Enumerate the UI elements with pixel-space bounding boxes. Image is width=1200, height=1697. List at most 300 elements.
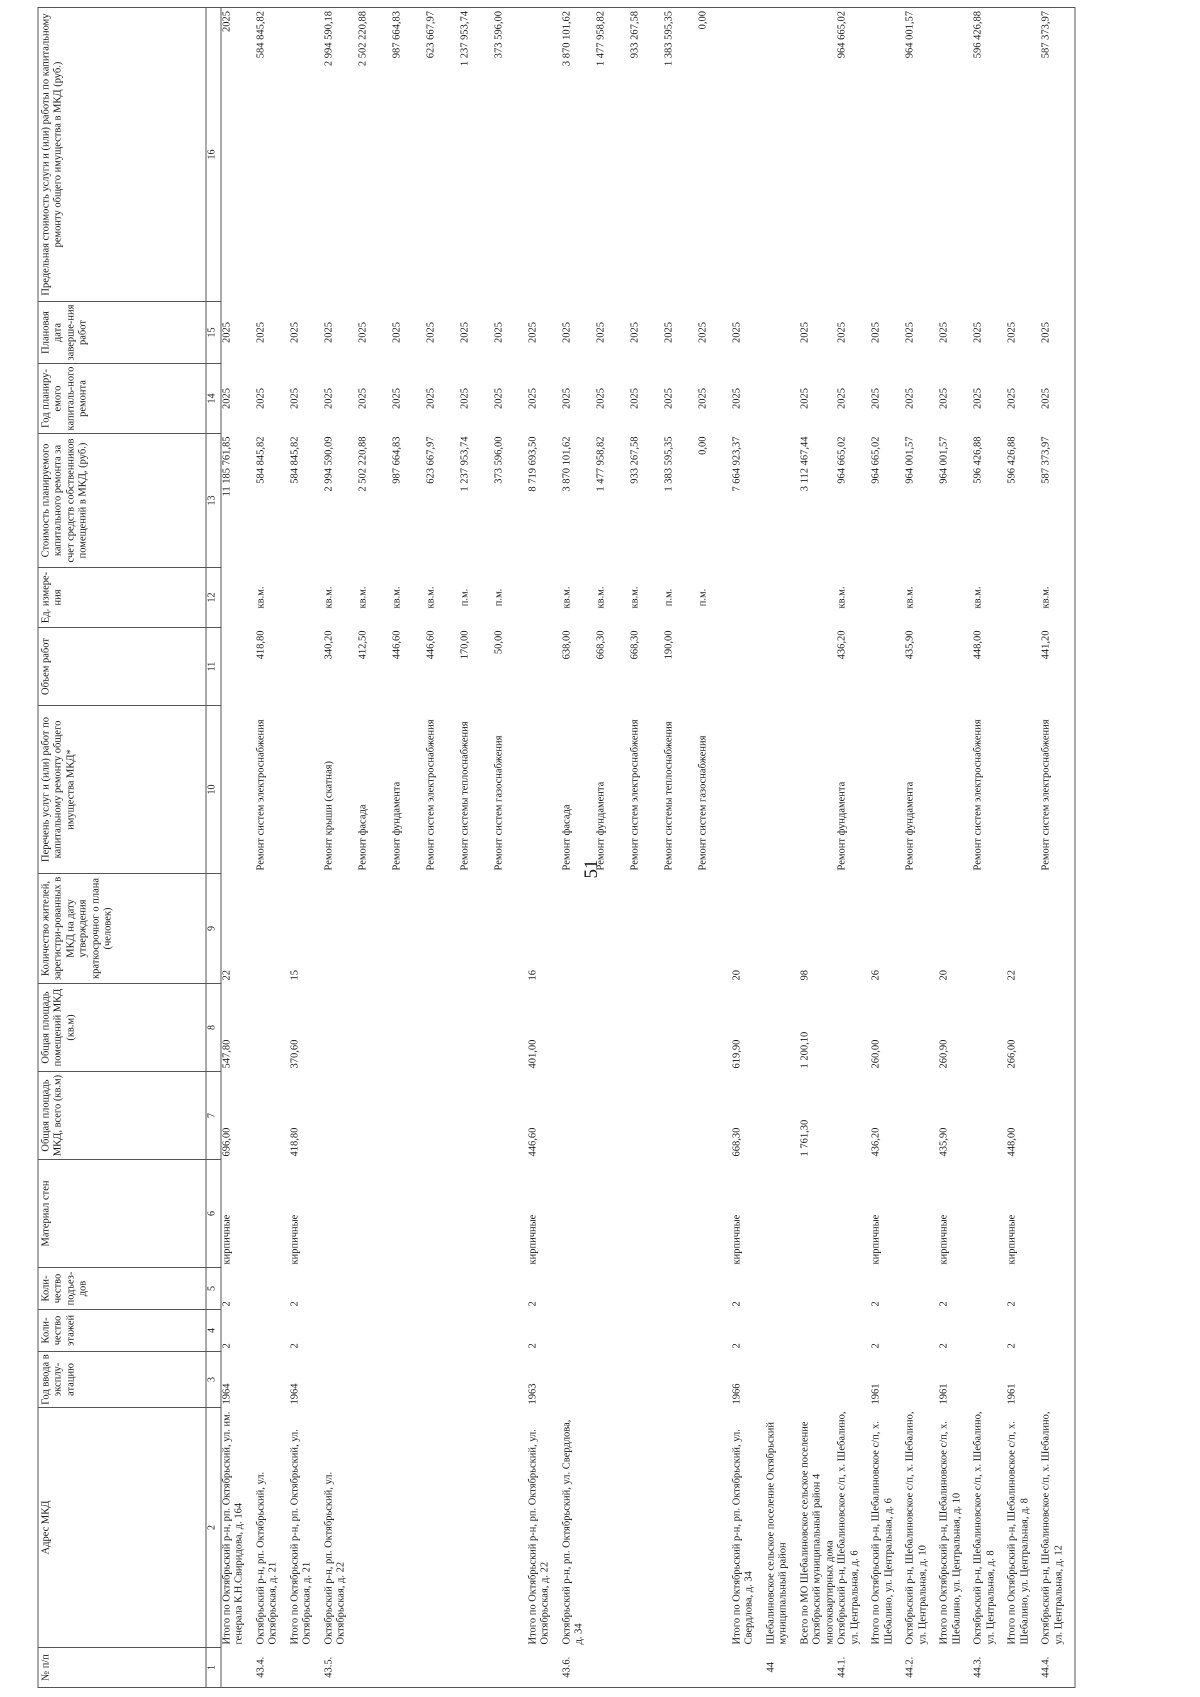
- end-date-cell: 2025: [904, 322, 916, 343]
- residents-cell: [905, 874, 939, 984]
- cost-cell: 584 845,82: [255, 436, 267, 484]
- wall-material-cell: [426, 1160, 460, 1268]
- entrances-cell: 2: [289, 1301, 301, 1307]
- table-row: [939, 8, 973, 1688]
- total-area-cell: 668,30: [731, 1127, 743, 1157]
- cost-cell: 1 383 595,35: [663, 436, 675, 492]
- column-number: 5: [206, 1268, 221, 1310]
- work-type-cell: Ремонт систем газоснабжения: [697, 735, 709, 871]
- residents-cell: [494, 874, 528, 984]
- end-date-cell: 2025: [870, 322, 882, 343]
- premises-area-cell: [324, 984, 358, 1072]
- floors-cell: [494, 1310, 528, 1352]
- cost-cell: 2 994 590,09: [323, 436, 335, 492]
- total-area-cell: [905, 1072, 939, 1160]
- column-number: 15: [206, 302, 221, 364]
- address-cell: [494, 1408, 528, 1648]
- capital-repair-table: [38, 7, 1076, 1688]
- work-type-cell: Ремонт фундамента: [391, 781, 403, 871]
- residents-cell: [460, 874, 494, 984]
- address-cell: Октябрьский р-н, Шебалиновское с/п, х. Шебалино, ул. Центральная, д. 8: [972, 1411, 996, 1645]
- premises-area-cell: [596, 984, 630, 1072]
- total-area-cell: [837, 1072, 871, 1160]
- end-date-cell: 2025: [459, 322, 471, 343]
- header-cell: Количество жителей, зарегистри-рованных в МКД на дату утверждения краткосрочног о плана (человек): [38, 874, 206, 984]
- table-row: [905, 8, 939, 1688]
- work-type-cell: [800, 706, 837, 874]
- header-cell: Ед. измере-ния: [38, 568, 206, 628]
- residents-cell: [1041, 874, 1076, 984]
- column-number: 12: [206, 568, 221, 628]
- work-volume-cell: [871, 628, 905, 706]
- limit-cost-cell: 2025: [221, 8, 256, 302]
- wall-material-cell: [596, 1160, 630, 1268]
- address-cell: Октябрьский р-н, рп. Октябрьский, ул. Свердлова, д. 34: [561, 1419, 585, 1645]
- cost-cell: 587 373,97: [1041, 434, 1076, 568]
- entrances-cell: [664, 1268, 698, 1310]
- entrances-cell: [392, 1268, 426, 1310]
- table-row: [596, 8, 630, 1688]
- work-volume-cell: [800, 628, 837, 706]
- cost-cell: 964 665,02: [836, 436, 848, 484]
- wall-material-cell: [973, 1160, 1007, 1268]
- header-cell: Материал стен: [38, 1160, 206, 1268]
- address-cell: [630, 1408, 664, 1648]
- plan-year-cell: 2025: [697, 388, 709, 409]
- address-cell: Итого по Октябрьский р-н, рп. Октябрьский, ул. им. генерала К.Н.Свиридова, д. 164: [221, 1411, 245, 1645]
- row-number: 44.4.: [1041, 1648, 1076, 1688]
- total-area-cell: 696,00: [221, 1127, 233, 1157]
- total-area-cell: 1 761,30: [799, 1119, 811, 1157]
- premises-area-cell: [460, 984, 494, 1072]
- table-body: [221, 8, 1075, 1688]
- cost-cell: 933 267,58: [629, 436, 641, 484]
- floors-cell: [837, 1310, 871, 1352]
- table-row: [221, 8, 256, 1688]
- plan-year-cell: 2025: [425, 388, 437, 409]
- year-cell: [905, 1352, 939, 1408]
- unit-cell: кв.м.: [255, 586, 267, 609]
- wall-material-cell: кирпичные: [1006, 1214, 1018, 1265]
- residents-cell: [562, 874, 596, 984]
- premises-area-cell: [905, 984, 939, 1072]
- end-date-cell: 2025: [972, 322, 984, 343]
- work-type-cell: Ремонт фасада: [357, 804, 369, 871]
- residents-cell: [392, 874, 426, 984]
- table-row: [256, 8, 290, 1688]
- plan-year-cell: 2025: [938, 388, 950, 409]
- residents-cell: 15: [289, 970, 301, 981]
- total-area-cell: 435,90: [938, 1127, 950, 1157]
- work-volume-cell: 435,90: [904, 630, 916, 660]
- table-row: [358, 8, 392, 1688]
- address-cell: [426, 1408, 460, 1648]
- address-cell: Итого по Октябрьский р-н, Шебалиновское с/п, х. Шебалино, ул. Центральная, д. 6: [870, 1421, 894, 1645]
- row-number: [871, 1648, 905, 1688]
- work-volume-cell: 436,20: [836, 630, 848, 660]
- plan-year-cell: 2025: [323, 388, 335, 409]
- entrances-cell: [698, 1268, 732, 1310]
- plan-year-cell: 2025: [289, 388, 301, 409]
- end-date-cell: 2025: [663, 322, 675, 343]
- wall-material-cell: [460, 1160, 494, 1268]
- work-volume-cell: [732, 628, 766, 706]
- year-cell: [596, 1352, 630, 1408]
- column-number: 16: [206, 8, 221, 302]
- entrances-cell: 2: [221, 1301, 233, 1307]
- year-cell: 1964: [221, 1383, 233, 1405]
- year-cell: [324, 1352, 358, 1408]
- end-date-cell: 2025: [357, 322, 369, 343]
- plan-year-cell: 2025: [595, 388, 607, 409]
- unit-cell: [800, 568, 837, 628]
- address-cell: Октябрьский р-н, Шебалиновское с/п, х. Шебалино, ул. Центральная, д. 10: [904, 1411, 928, 1645]
- work-type-cell: [1007, 706, 1041, 874]
- row-number: 44.3.: [973, 1648, 1007, 1688]
- wall-material-cell: [905, 1160, 939, 1268]
- year-cell: [358, 1352, 392, 1408]
- table-row: [871, 8, 905, 1688]
- floors-cell: 2: [221, 1343, 233, 1349]
- work-volume-cell: [698, 628, 732, 706]
- floors-cell: [905, 1310, 939, 1352]
- row-number: 44.2.: [905, 1648, 939, 1688]
- limit-cost-cell: [800, 8, 837, 302]
- unit-cell: кв.м.: [595, 586, 607, 609]
- cost-cell: 596 426,88: [1006, 436, 1018, 484]
- limit-cost-cell: 1 383 595,35: [664, 8, 698, 302]
- table-row: [494, 8, 528, 1688]
- floors-cell: [973, 1310, 1007, 1352]
- limit-cost-cell: 587 373,97: [1041, 8, 1076, 302]
- header-cell: Плановая дата заверше-ния работ: [38, 302, 206, 364]
- floors-cell: [358, 1310, 392, 1352]
- premises-area-cell: 260,00: [870, 1039, 882, 1069]
- cost-cell: 987 664,83: [391, 436, 403, 484]
- row-number: [939, 1648, 973, 1688]
- floors-cell: [256, 1310, 290, 1352]
- limit-cost-cell: 1 237 953,74: [460, 8, 494, 302]
- address-cell: Шебалиновское сельское поселение Октябрьский муниципальный район: [765, 1422, 789, 1645]
- residents-cell: 16: [527, 970, 539, 981]
- work-volume-cell: 668,30: [629, 630, 641, 660]
- unit-cell: [732, 568, 766, 628]
- unit-cell: [1007, 568, 1041, 628]
- header-cell: Предельная стоимость услуги и (или) работы по капитальному ремонту общего имущества в МКД (руб.): [38, 8, 206, 302]
- table-row: [732, 8, 766, 1688]
- cost-cell: 964 001,57: [904, 436, 916, 484]
- work-type-cell: Ремонт фундамента: [836, 781, 848, 871]
- limit-cost-cell: 3 870 101,62: [562, 8, 596, 302]
- entrances-cell: [596, 1268, 630, 1310]
- total-area-cell: 436,20: [870, 1127, 882, 1157]
- unit-cell: кв.м.: [629, 586, 641, 609]
- row-number: [664, 1648, 698, 1688]
- wall-material-cell: кирпичные: [527, 1214, 539, 1265]
- work-volume-cell: 446,60: [391, 630, 403, 660]
- end-date-cell: 2025: [938, 322, 950, 343]
- wall-material-cell: кирпичные: [289, 1214, 301, 1265]
- work-volume-cell: 412,50: [357, 630, 369, 660]
- limit-cost-cell: 623 667,97: [426, 8, 460, 302]
- residents-cell: [630, 874, 664, 984]
- table-row: [324, 8, 358, 1688]
- table-row: [528, 8, 562, 1688]
- residents-cell: 26: [870, 970, 882, 981]
- floors-cell: [664, 1310, 698, 1352]
- unit-cell: кв.м.: [323, 586, 335, 609]
- unit-cell: [528, 568, 562, 628]
- plan-year-cell: 2025: [493, 388, 505, 409]
- row-number: 43.4.: [256, 1648, 290, 1688]
- limit-cost-cell: [1007, 8, 1041, 302]
- total-area-cell: [358, 1072, 392, 1160]
- entrances-cell: [630, 1268, 664, 1310]
- limit-cost-cell: [939, 8, 973, 302]
- entrances-cell: [256, 1268, 290, 1310]
- work-type-cell: Ремонт фасада: [561, 804, 573, 871]
- entrances-cell: 2: [1006, 1301, 1018, 1307]
- address-cell: [664, 1408, 698, 1648]
- cost-cell: 1 477 958,82: [595, 436, 607, 492]
- plan-year-cell: 2025: [972, 388, 984, 409]
- work-type-cell: Ремонт систем электроснабжения: [1041, 706, 1076, 874]
- limit-cost-cell: 964 001,57: [905, 8, 939, 302]
- total-area-cell: [973, 1072, 1007, 1160]
- entrances-cell: [426, 1268, 460, 1310]
- premises-area-cell: [766, 984, 800, 1072]
- floors-cell: 2: [1006, 1343, 1018, 1349]
- header-cell: Объем работ: [38, 628, 206, 706]
- column-number: 10: [206, 706, 221, 874]
- end-date-cell: [766, 302, 800, 364]
- row-number: 44: [766, 1648, 800, 1688]
- entrances-cell: [562, 1268, 596, 1310]
- residents-cell: 98: [799, 970, 811, 981]
- work-type-cell: Ремонт систем газоснабжения: [493, 735, 505, 871]
- work-type-cell: Ремонт крыши (скатная): [323, 760, 335, 871]
- unit-cell: кв.м.: [1041, 568, 1076, 628]
- floors-cell: 2: [938, 1343, 950, 1349]
- floors-cell: [766, 1310, 800, 1352]
- work-volume-cell: 340,20: [323, 630, 335, 660]
- row-number: [732, 1648, 766, 1688]
- floors-cell: [1041, 1310, 1076, 1352]
- work-type-cell: Ремонт систем электроснабжения: [972, 719, 984, 871]
- year-cell: 1963: [527, 1383, 539, 1405]
- entrances-cell: [1041, 1268, 1076, 1310]
- column-number: 11: [206, 628, 221, 706]
- cost-cell: 3 112 467,44: [799, 436, 811, 492]
- year-cell: [1041, 1352, 1076, 1408]
- unit-cell: [221, 568, 256, 628]
- wall-material-cell: [630, 1160, 664, 1268]
- column-number: 13: [206, 434, 221, 568]
- end-date-cell: 2025: [255, 322, 267, 343]
- total-area-cell: [698, 1072, 732, 1160]
- entrances-cell: [837, 1268, 871, 1310]
- wall-material-cell: кирпичные: [221, 1214, 233, 1265]
- total-area-cell: [256, 1072, 290, 1160]
- premises-area-cell: [1041, 984, 1076, 1072]
- premises-area-cell: [392, 984, 426, 1072]
- table-row: [698, 8, 732, 1688]
- end-date-cell: 2025: [323, 322, 335, 343]
- header-cell: № п/п: [38, 1648, 206, 1688]
- limit-cost-cell: [528, 8, 562, 302]
- total-area-cell: 446,60: [527, 1127, 539, 1157]
- row-number: [1007, 1648, 1041, 1688]
- address-cell: [358, 1408, 392, 1648]
- floors-cell: [630, 1310, 664, 1352]
- limit-cost-cell: 596 426,88: [973, 8, 1007, 302]
- wall-material-cell: [392, 1160, 426, 1268]
- cost-cell: 596 426,88: [972, 436, 984, 484]
- address-cell: Итого по Октябрьский р-н, рп. Октябрьский, ул. Октябрьская, д. 21: [289, 1429, 313, 1645]
- cost-cell: 11 185 761,85: [221, 436, 233, 497]
- total-area-cell: [426, 1072, 460, 1160]
- work-type-cell: [221, 706, 256, 874]
- column-number-row: [206, 8, 221, 1688]
- end-date-cell: 2025: [561, 322, 573, 343]
- unit-cell: [766, 568, 800, 628]
- column-number: 14: [206, 364, 221, 434]
- year-cell: [698, 1352, 732, 1408]
- header-cell: Общая площадь помещений МКД (кв.м): [38, 984, 206, 1072]
- unit-cell: кв.м.: [561, 586, 573, 609]
- column-number: 9: [206, 874, 221, 984]
- header-cell: Стоимость планируемого капитального ремонта за счет средств собственников помещений в МКД, (руб.): [38, 434, 206, 568]
- work-volume-cell: 446,60: [425, 630, 437, 660]
- column-number: 6: [206, 1160, 221, 1268]
- wall-material-cell: [698, 1160, 732, 1268]
- work-type-cell: [939, 706, 973, 874]
- address-cell: [392, 1408, 426, 1648]
- end-date-cell: 2025: [221, 322, 233, 343]
- wall-material-cell: [324, 1160, 358, 1268]
- plan-year-cell: 2025: [1006, 388, 1018, 409]
- cost-cell: 3 870 101,62: [561, 436, 573, 492]
- end-date-cell: 2025: [391, 322, 403, 343]
- residents-cell: 22: [221, 970, 233, 981]
- table-row: [973, 8, 1007, 1688]
- premises-area-cell: [494, 984, 528, 1072]
- wall-material-cell: [494, 1160, 528, 1268]
- premises-area-cell: 370,60: [289, 1039, 301, 1069]
- end-date-cell: 2025: [1041, 302, 1076, 364]
- header-row: [38, 8, 206, 1688]
- year-cell: [766, 1352, 800, 1408]
- premises-area-cell: 619,90: [731, 1039, 743, 1069]
- wall-material-cell: [358, 1160, 392, 1268]
- year-cell: [800, 1352, 837, 1408]
- unit-cell: [939, 568, 973, 628]
- year-cell: 1964: [289, 1383, 301, 1405]
- address-cell: [596, 1408, 630, 1648]
- cost-cell: 373 596,00: [493, 436, 505, 484]
- plan-year-cell: 2025: [731, 388, 743, 409]
- entrances-cell: [973, 1268, 1007, 1310]
- wall-material-cell: кирпичные: [731, 1214, 743, 1265]
- total-area-cell: [562, 1072, 596, 1160]
- floors-cell: [596, 1310, 630, 1352]
- wall-material-cell: [837, 1160, 871, 1268]
- row-number: 44.1.: [837, 1648, 871, 1688]
- unit-cell: кв.м.: [357, 586, 369, 609]
- table-row: [290, 8, 324, 1688]
- work-type-cell: [766, 706, 800, 874]
- cost-cell: 584 845,82: [289, 436, 301, 484]
- residents-cell: [698, 874, 732, 984]
- premises-area-cell: [664, 984, 698, 1072]
- year-cell: [837, 1352, 871, 1408]
- entrances-cell: [766, 1268, 800, 1310]
- floors-cell: 2: [870, 1343, 882, 1349]
- year-cell: 1961: [1006, 1383, 1018, 1405]
- year-cell: 1961: [938, 1383, 950, 1405]
- work-volume-cell: 170,00: [459, 630, 471, 660]
- floors-cell: [800, 1310, 837, 1352]
- work-type-cell: Ремонт системы теплоснабжения: [663, 721, 675, 871]
- row-number: [800, 1648, 837, 1688]
- entrances-cell: 2: [527, 1301, 539, 1307]
- work-type-cell: Ремонт системы теплоснабжения: [459, 721, 471, 871]
- residents-cell: [256, 874, 290, 984]
- end-date-cell: 2025: [836, 322, 848, 343]
- table-row: [1007, 8, 1041, 1688]
- work-type-cell: Ремонт систем электроснабжения: [629, 719, 641, 871]
- total-area-cell: [766, 1072, 800, 1160]
- address-cell: [698, 1408, 732, 1648]
- column-number: 1: [206, 1648, 221, 1688]
- plan-year-cell: [766, 364, 800, 434]
- end-date-cell: 2025: [289, 322, 301, 343]
- end-date-cell: 2025: [629, 322, 641, 343]
- plan-year-cell: 2025: [391, 388, 403, 409]
- total-area-cell: [460, 1072, 494, 1160]
- cost-cell: 7 664 923,37: [731, 436, 743, 492]
- plan-year-cell: 2025: [561, 388, 573, 409]
- plan-year-cell: 2025: [357, 388, 369, 409]
- end-date-cell: 2025: [493, 322, 505, 343]
- cost-cell: 964 001,57: [938, 436, 950, 484]
- unit-cell: п.м.: [697, 588, 709, 607]
- address-cell: Октябрьский р-н, Шебалиновское с/п, х. Шебалино, ул. Центральная, д. 6: [836, 1411, 860, 1645]
- address-cell: Октябрьский р-н, рп. Октябрьский, ул. Октябрьская, д. 22: [323, 1471, 347, 1645]
- residents-cell: [324, 874, 358, 984]
- year-cell: [426, 1352, 460, 1408]
- premises-area-cell: [562, 984, 596, 1072]
- year-cell: [973, 1352, 1007, 1408]
- premises-area-cell: 547,80: [221, 1039, 233, 1069]
- header-cell: Коли-чество этажей: [38, 1310, 206, 1352]
- header-cell: Адрес МКД: [38, 1408, 206, 1648]
- header-cell: Перечень услуг и (или) работ по капитальному ремонту общего имущества МКД*: [38, 706, 206, 874]
- entrances-cell: [324, 1268, 358, 1310]
- unit-cell: п.м.: [493, 588, 505, 607]
- work-volume-cell: [528, 628, 562, 706]
- residents-cell: [837, 874, 871, 984]
- work-volume-cell: [290, 628, 324, 706]
- column-number: 8: [206, 984, 221, 1072]
- plan-year-cell: 2025: [870, 388, 882, 409]
- residents-cell: 20: [731, 970, 743, 981]
- premises-area-cell: 266,00: [1006, 1039, 1018, 1069]
- wall-material-cell: кирпичные: [870, 1214, 882, 1265]
- address-cell: Итого по Октябрьский р-н, рп. Октябрьский, ул. Свердлова, д. 34: [731, 1429, 755, 1645]
- work-type-cell: Ремонт систем электроснабжения: [255, 719, 267, 871]
- work-type-cell: [290, 706, 324, 874]
